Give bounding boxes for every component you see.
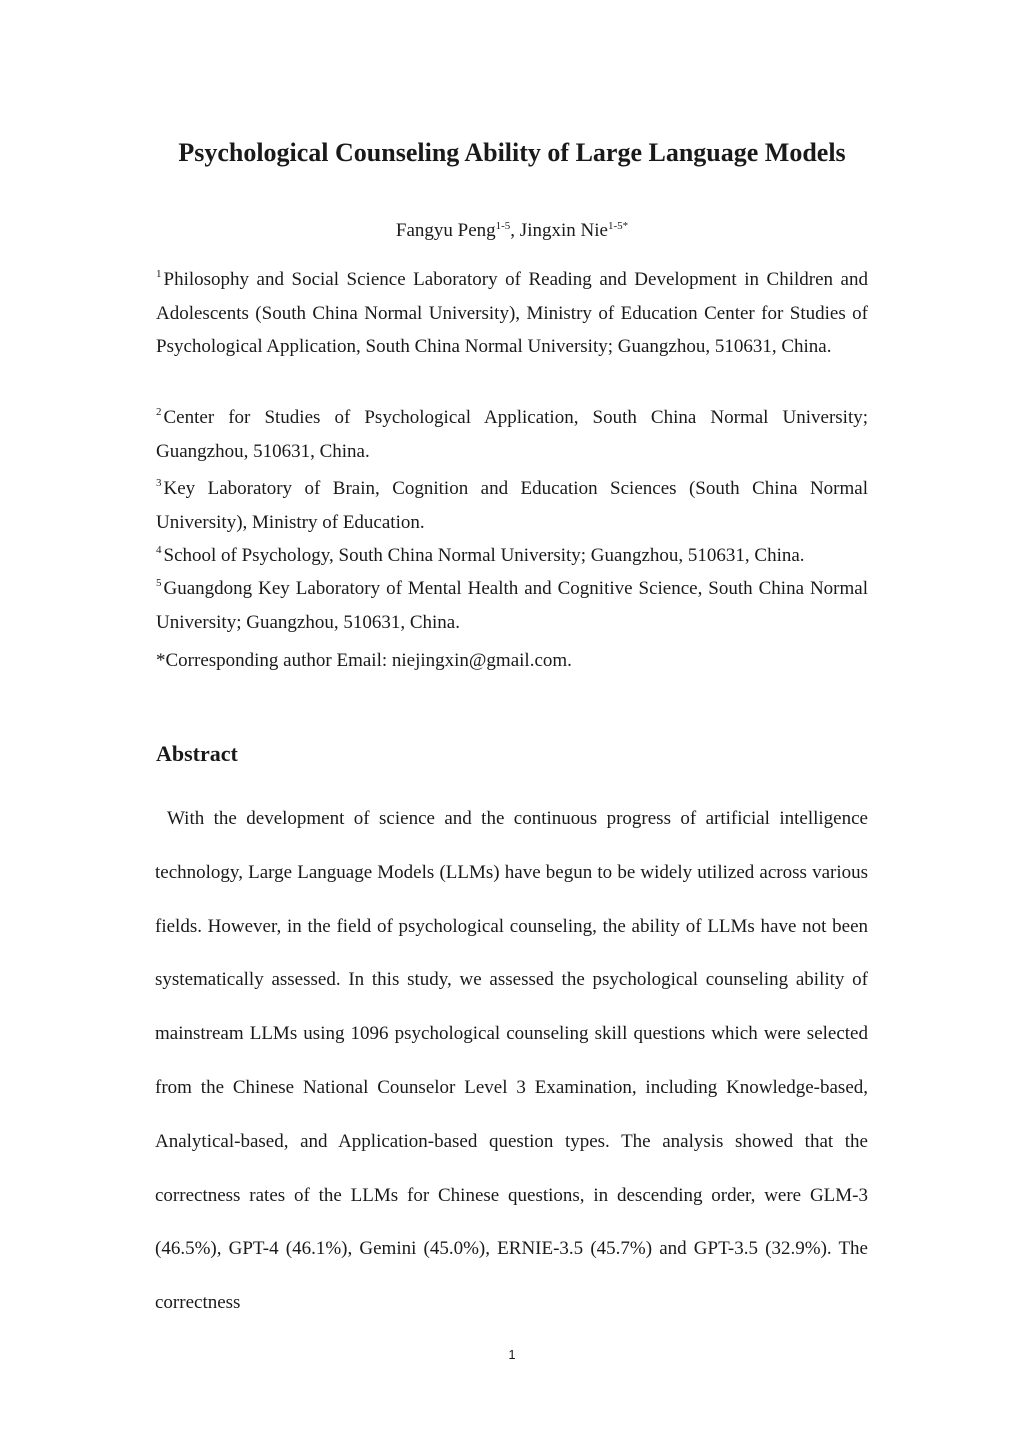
affiliation-text: School of Psychology, South China Normal University; Guangzhou, 510631, China. xyxy=(163,545,805,566)
author-name: Jingxin Nie xyxy=(519,220,608,241)
page-number: 1 xyxy=(508,1347,516,1362)
affiliation-2 xyxy=(156,401,868,468)
affiliation-3 xyxy=(156,472,868,539)
affiliation-5 xyxy=(156,572,868,639)
author-line xyxy=(0,218,1024,244)
author-affiliation-marker: 1-5* xyxy=(607,220,629,232)
paper-title: Psychological Counseling Ability of Large Language Models xyxy=(178,138,846,167)
abstract-text: With the development of science and the continuous progress of artificial intelligence technology, Large Language Models (LLMs) have begun to be widely utilized across various fields. However, in the field of psychological counseling, the ability of LLMs have not been systematically assessed. In this study, we assessed the psychological counseling ability of mainstream LLMs using 1096 psychological counseling skill questions which were selected from the Chinese National Counselor Level 3 Examination, including Knowledge-based, Analytical-based, and Application-based question types. The analysis showed that the correctness rates of the LLMs for Chinese questions, in descending order, were GLM-3 (46.5%), GPT-4 (46.1%), Gemini (45.0%), ERNIE-3.5 (45.7%) and GPT-3.5 (32.9%). The correctness xyxy=(155,808,868,1314)
affiliation-number: 3 xyxy=(156,477,162,489)
affiliation-number: 5 xyxy=(156,577,162,589)
affiliation-text: Key Laboratory of Brain, Cognition and Education Sciences (South China Normal University), Ministry of Education. xyxy=(156,478,868,533)
author-name: Fangyu Peng xyxy=(395,220,496,241)
author-affiliation-marker: 1-5 xyxy=(495,220,511,232)
abstract-heading: Abstract xyxy=(156,741,238,766)
affiliation-number: 4 xyxy=(156,544,162,556)
affiliation-1 xyxy=(156,263,868,364)
affiliation-text: Philosophy and Social Science Laboratory of Reading and Development in Children and Adolescents (South China Normal University), Ministry of Education Center for Studies of Psychological Application, South China Normal University; Guangzhou, 510631, China. xyxy=(156,269,868,357)
corresponding-author: *Corresponding author Email: niejingxin@gmail.com. xyxy=(156,650,572,671)
affiliation-text: Center for Studies of Psychological Application, South China Normal University; Guangzhou, 510631, China. xyxy=(156,407,868,462)
affiliation-4 xyxy=(156,539,868,573)
affiliation-number: 2 xyxy=(156,406,162,418)
affiliation-number: 1 xyxy=(156,268,162,280)
author-separator: , xyxy=(510,220,520,241)
affiliation-text: Guangdong Key Laboratory of Mental Health and Cognitive Science, South China Normal University; Guangzhou, 510631, China. xyxy=(156,578,868,633)
